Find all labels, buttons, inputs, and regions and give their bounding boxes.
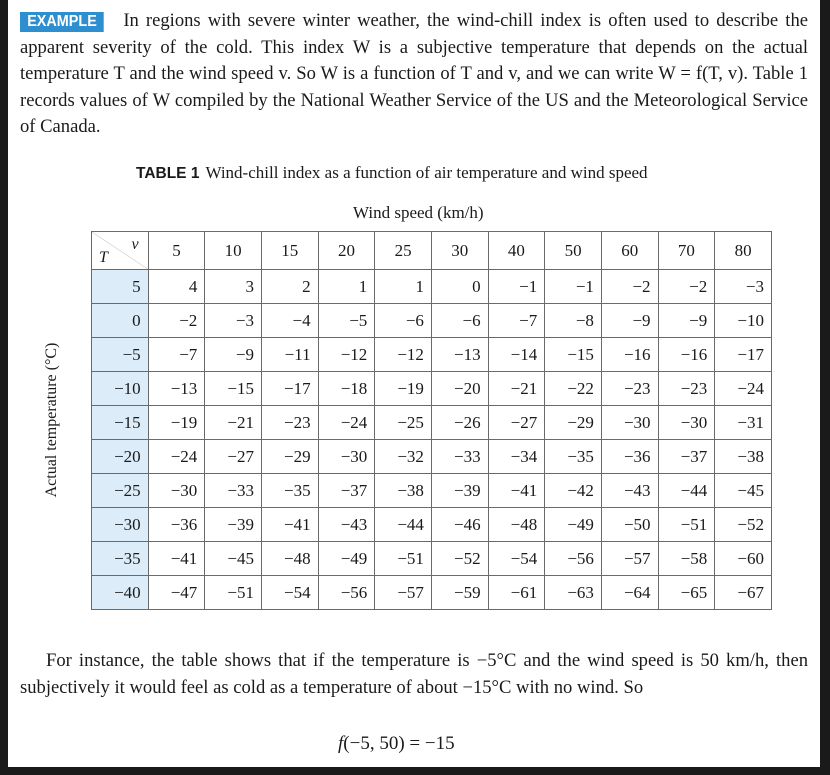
table-row bbox=[92, 440, 772, 474]
equation-args: (−5, 50) bbox=[343, 733, 405, 754]
row-header: −10 bbox=[92, 372, 149, 406]
column-header: 30 bbox=[431, 232, 488, 270]
table-cell: −41 bbox=[488, 474, 545, 508]
table-caption-text: Wind-chill index as a function of air temperature and wind speed bbox=[205, 163, 648, 182]
table-cell: −9 bbox=[205, 338, 262, 372]
table-cell: −29 bbox=[545, 406, 602, 440]
example-tag: EXAMPLE bbox=[20, 12, 104, 32]
example-equation bbox=[338, 733, 455, 755]
table-cell: −45 bbox=[205, 542, 262, 576]
textbook-page bbox=[8, 0, 820, 767]
row-header: −15 bbox=[92, 406, 149, 440]
table-cell: −17 bbox=[715, 338, 772, 372]
explanation-paragraph: For instance, the table shows that if the temperature is −5°C and the wind speed is 50 km/h, then subjectively it would feel as cold as a temperature of about −15°C with no wind. So bbox=[20, 650, 808, 698]
column-header: 20 bbox=[318, 232, 375, 270]
table-cell: −5 bbox=[318, 304, 375, 338]
table-caption bbox=[136, 163, 776, 183]
table-cell: −48 bbox=[261, 542, 318, 576]
table-cell: −26 bbox=[431, 406, 488, 440]
table-cell: −65 bbox=[658, 576, 715, 610]
table-cell: −41 bbox=[261, 508, 318, 542]
table-row bbox=[92, 304, 772, 338]
table-row bbox=[92, 372, 772, 406]
table-cell: −54 bbox=[488, 542, 545, 576]
table-cell: −57 bbox=[601, 542, 658, 576]
table-cell: −25 bbox=[375, 406, 432, 440]
table-cell: −7 bbox=[488, 304, 545, 338]
table-cell: −63 bbox=[545, 576, 602, 610]
table-cell: −46 bbox=[431, 508, 488, 542]
table-cell: −24 bbox=[318, 406, 375, 440]
table-cell: −30 bbox=[658, 406, 715, 440]
table-cell: −60 bbox=[715, 542, 772, 576]
table-cell: −3 bbox=[715, 270, 772, 304]
table-cell: −44 bbox=[375, 508, 432, 542]
table-cell: −33 bbox=[205, 474, 262, 508]
table-cell: −33 bbox=[431, 440, 488, 474]
table-cell: −10 bbox=[715, 304, 772, 338]
row-header: −40 bbox=[92, 576, 149, 610]
intro-paragraph bbox=[20, 8, 808, 141]
temperature-axis-label: Actual temperature (°C) bbox=[43, 342, 60, 498]
table-cell: −64 bbox=[601, 576, 658, 610]
table-cell: −44 bbox=[658, 474, 715, 508]
row-header: −35 bbox=[92, 542, 149, 576]
table-cell: −8 bbox=[545, 304, 602, 338]
table-row bbox=[92, 270, 772, 304]
table-cell: −51 bbox=[375, 542, 432, 576]
table-cell: −56 bbox=[545, 542, 602, 576]
row-header: −20 bbox=[92, 440, 149, 474]
table-caption-label: TABLE 1 bbox=[136, 165, 200, 182]
wind-chill-table bbox=[91, 231, 772, 610]
table-cell: −34 bbox=[488, 440, 545, 474]
table-cell: −49 bbox=[318, 542, 375, 576]
table-cell: −38 bbox=[375, 474, 432, 508]
table-cell: −39 bbox=[431, 474, 488, 508]
table-cell: −19 bbox=[375, 372, 432, 406]
row-header: 0 bbox=[92, 304, 149, 338]
table-cell: −24 bbox=[715, 372, 772, 406]
table-cell: −23 bbox=[261, 406, 318, 440]
table-row bbox=[92, 406, 772, 440]
table-cell: −18 bbox=[318, 372, 375, 406]
table-cell: −9 bbox=[658, 304, 715, 338]
table-cell: 0 bbox=[431, 270, 488, 304]
table-row bbox=[92, 338, 772, 372]
table-cell: −35 bbox=[261, 474, 318, 508]
table-cell: −36 bbox=[148, 508, 205, 542]
wind-speed-axis-label: Wind speed (km/h) bbox=[353, 203, 484, 222]
table-cell: −16 bbox=[658, 338, 715, 372]
table-cell: −24 bbox=[148, 440, 205, 474]
table-cell: −17 bbox=[261, 372, 318, 406]
equation-result: = −15 bbox=[404, 733, 455, 754]
row-header: −25 bbox=[92, 474, 149, 508]
table-cell: 1 bbox=[318, 270, 375, 304]
table-cell: 4 bbox=[148, 270, 205, 304]
table-cell: −23 bbox=[658, 372, 715, 406]
table-cell: −35 bbox=[545, 440, 602, 474]
column-header: 40 bbox=[488, 232, 545, 270]
row-header: 5 bbox=[92, 270, 149, 304]
table-cell: −30 bbox=[148, 474, 205, 508]
table-cell: −3 bbox=[205, 304, 262, 338]
table-cell: −15 bbox=[205, 372, 262, 406]
table-cell: −43 bbox=[318, 508, 375, 542]
table-cell: −12 bbox=[318, 338, 375, 372]
table-cell: −11 bbox=[261, 338, 318, 372]
table-cell: −30 bbox=[601, 406, 658, 440]
table-cell: −19 bbox=[148, 406, 205, 440]
table-cell: −49 bbox=[545, 508, 602, 542]
table-cell: −51 bbox=[205, 576, 262, 610]
table-cell: −47 bbox=[148, 576, 205, 610]
table-cell: −2 bbox=[148, 304, 205, 338]
column-header: 60 bbox=[601, 232, 658, 270]
table-cell: −12 bbox=[375, 338, 432, 372]
table-cell: 1 bbox=[375, 270, 432, 304]
table-cell: −58 bbox=[658, 542, 715, 576]
table-row bbox=[92, 474, 772, 508]
table-cell: −2 bbox=[658, 270, 715, 304]
column-header: 25 bbox=[375, 232, 432, 270]
table-cell: −59 bbox=[431, 576, 488, 610]
table-cell: −20 bbox=[431, 372, 488, 406]
table-cell: −39 bbox=[205, 508, 262, 542]
table-cell: −50 bbox=[601, 508, 658, 542]
table-cell: −36 bbox=[601, 440, 658, 474]
table-cell: −31 bbox=[715, 406, 772, 440]
corner-v-symbol: v bbox=[131, 236, 139, 253]
table-cell: −41 bbox=[148, 542, 205, 576]
table-cell: 2 bbox=[261, 270, 318, 304]
column-header: 15 bbox=[261, 232, 318, 270]
table-cell: −51 bbox=[658, 508, 715, 542]
table-cell: −1 bbox=[488, 270, 545, 304]
equation-function: f bbox=[338, 733, 344, 754]
table-cell: −32 bbox=[375, 440, 432, 474]
table-cell: −30 bbox=[318, 440, 375, 474]
table-cell: −45 bbox=[715, 474, 772, 508]
table-cell: −13 bbox=[148, 372, 205, 406]
table-cell: −52 bbox=[431, 542, 488, 576]
table-cell: −61 bbox=[488, 576, 545, 610]
table-cell: −42 bbox=[545, 474, 602, 508]
table-row bbox=[92, 508, 772, 542]
table-cell: −52 bbox=[715, 508, 772, 542]
table-cell: −27 bbox=[205, 440, 262, 474]
table-cell: −38 bbox=[715, 440, 772, 474]
table-cell: −15 bbox=[545, 338, 602, 372]
table-cell: −21 bbox=[488, 372, 545, 406]
column-header: 70 bbox=[658, 232, 715, 270]
row-header: −5 bbox=[92, 338, 149, 372]
table-cell: −6 bbox=[431, 304, 488, 338]
column-header: 80 bbox=[715, 232, 772, 270]
table-cell: −16 bbox=[601, 338, 658, 372]
table-cell: −27 bbox=[488, 406, 545, 440]
table-cell: −43 bbox=[601, 474, 658, 508]
table-cell: −21 bbox=[205, 406, 262, 440]
table-cell: −37 bbox=[658, 440, 715, 474]
table-header-row bbox=[92, 232, 772, 270]
column-header: 50 bbox=[545, 232, 602, 270]
table-cell: −54 bbox=[261, 576, 318, 610]
table-cell: −22 bbox=[545, 372, 602, 406]
table-cell: −29 bbox=[261, 440, 318, 474]
table-cell: −14 bbox=[488, 338, 545, 372]
column-header: 10 bbox=[205, 232, 262, 270]
table-cell: −6 bbox=[375, 304, 432, 338]
table-cell: −48 bbox=[488, 508, 545, 542]
table-corner-cell bbox=[92, 232, 149, 270]
table-cell: −13 bbox=[431, 338, 488, 372]
table-cell: −7 bbox=[148, 338, 205, 372]
table-cell: −57 bbox=[375, 576, 432, 610]
table-cell: 3 bbox=[205, 270, 262, 304]
table-cell: −9 bbox=[601, 304, 658, 338]
table-cell: −37 bbox=[318, 474, 375, 508]
row-header: −30 bbox=[92, 508, 149, 542]
table-cell: −4 bbox=[261, 304, 318, 338]
corner-t-symbol: T bbox=[99, 249, 108, 266]
table-cell: −56 bbox=[318, 576, 375, 610]
table-cell: −23 bbox=[601, 372, 658, 406]
table-row bbox=[92, 542, 772, 576]
table-row bbox=[92, 576, 772, 610]
table-cell: −2 bbox=[601, 270, 658, 304]
table-cell: −1 bbox=[545, 270, 602, 304]
intro-text: In regions with severe winter weather, the wind-chill index is often used to describe the apparent severity of the cold. This index W is a subjective temperature that depends on the actual temperature T and the wind speed v. So W is a function of T and v, and we can write W = f(T, v). Table 1 records values of W compiled by the National Weather Service of the US and the Meteorological Service of Canada. bbox=[20, 10, 808, 137]
table-cell: −67 bbox=[715, 576, 772, 610]
column-header: 5 bbox=[148, 232, 205, 270]
